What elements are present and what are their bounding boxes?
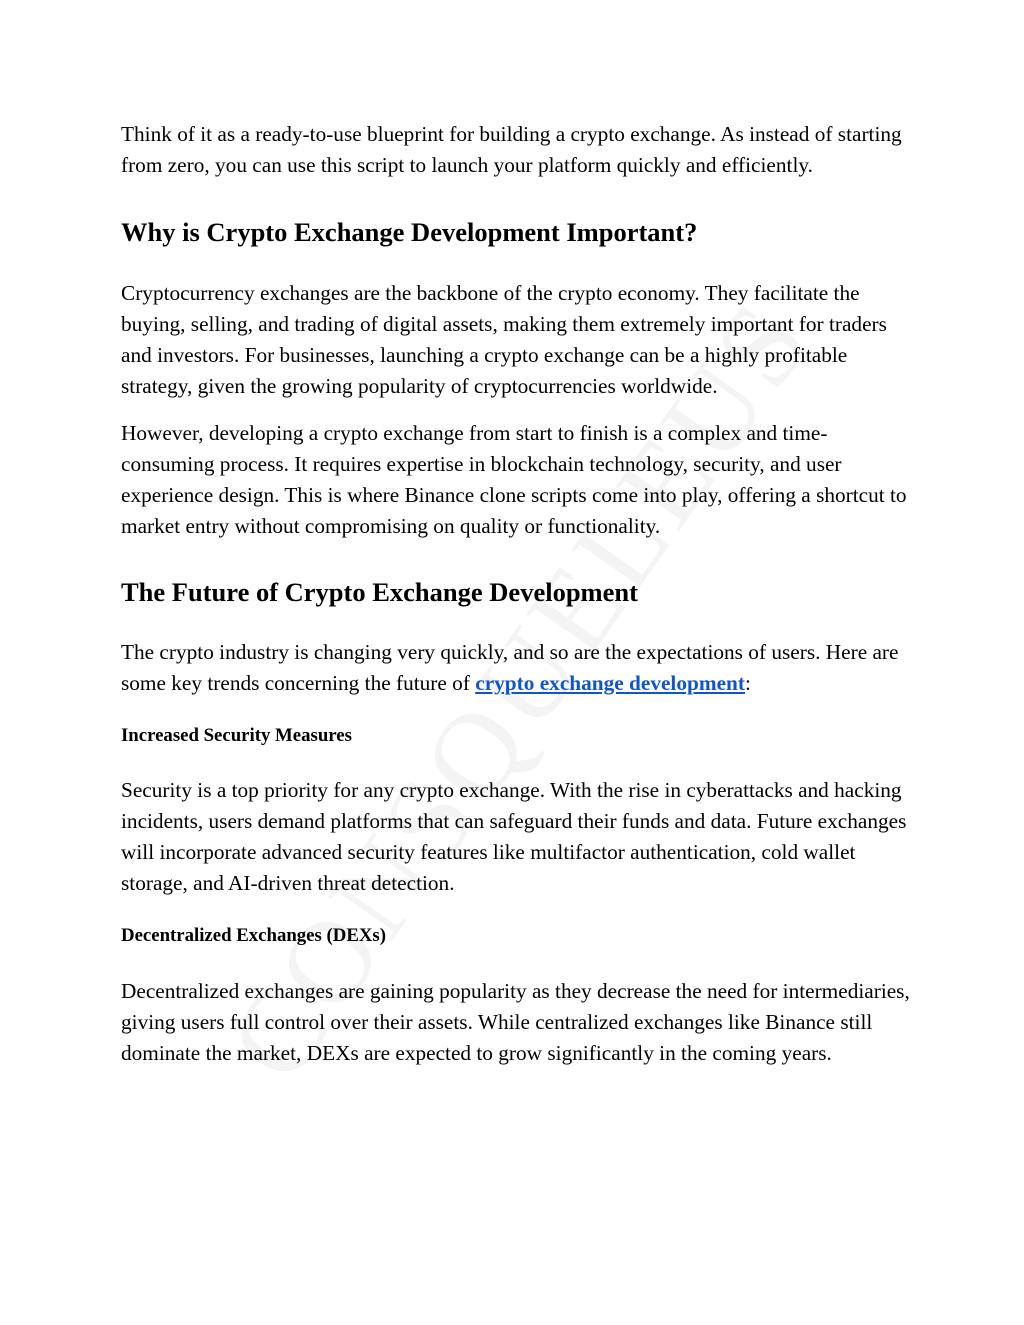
paragraph-backbone: Cryptocurrency exchanges are the backbone of the crypto economy. They facilitate the buying, selling, and trading of digital assets, making them extremely important for traders and investors. For businesses, launching a crypto exchange can be a highly profitable strategy, given the growing popularity of cryptocurrencies worldwide.	[121, 281, 887, 398]
paragraph-trends	[121, 637, 911, 699]
trends-colon: :	[744, 671, 751, 695]
heading-increased-security: Increased Security Measures	[121, 725, 352, 746]
crypto-exchange-development-link[interactable]: crypto exchange development	[475, 671, 745, 695]
heading-dex: Decentralized Exchanges (DEXs)	[121, 925, 386, 946]
heading-why-important: Why is Crypto Exchange Development Important?	[121, 217, 698, 247]
paragraph-security: Security is a top priority for any crypto exchange. With the rise in cyberattacks and hacking incidents, users demand platforms that can safeguard their funds and data. Future exchanges will incorporate advanced security features like multifactor authentication, cold wallet storage, and AI-driven threat detection.	[121, 778, 907, 895]
trends-text: The crypto industry is changing very quickly, and so are the expectations of users. Here are some key trends concerning the future of	[121, 640, 899, 695]
paragraph-however: However, developing a crypto exchange from start to finish is a complex and time-consuming process. It requires expertise in blockchain technology, security, and user experience design. This is where Binance clone scripts come into play, offering a shortcut to market entry without compromising on quality or functionality.	[121, 421, 907, 538]
heading-future: The Future of Crypto Exchange Development	[121, 577, 638, 607]
intro-paragraph: Think of it as a ready-to-use blueprint for building a crypto exchange. As instead of starting from zero, you can use this script to launch your platform quickly and efficiently.	[121, 122, 902, 177]
document-body	[121, 119, 911, 1069]
paragraph-dex: Decentralized exchanges are gaining popularity as they decrease the need for intermediaries, giving users full control over their assets. While centralized exchanges like Binance still dominate the market, DEXs are expected to grow significantly in the coming years.	[121, 979, 910, 1065]
